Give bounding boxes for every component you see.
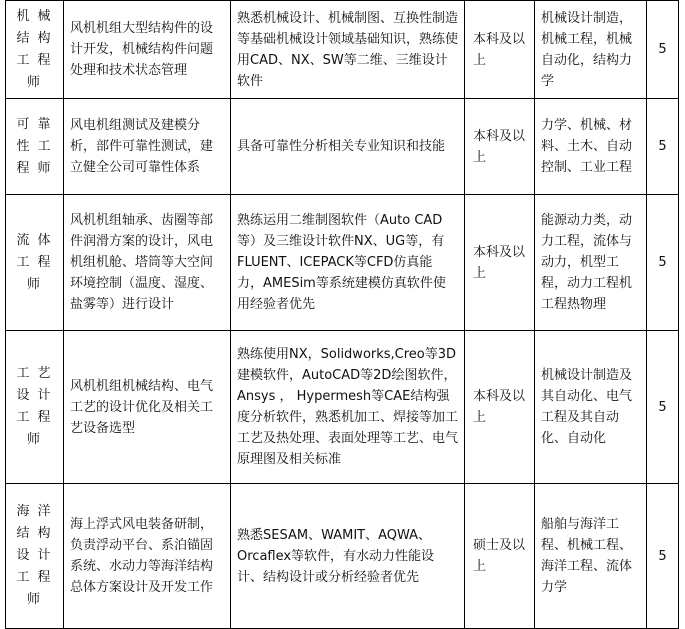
position-cell: 海洋结构设计工程师	[6, 484, 64, 629]
duties-cell: 风机机组大型结构件的设计开发，机械结构件问题处理和技术状态管理	[64, 1, 231, 99]
position-cell: 机械结构工程师	[6, 1, 64, 99]
table-row	[6, 1, 679, 99]
major-cell: 机械设计制造及其自动化、电气工程及其自动化、自动化	[535, 331, 647, 484]
count-cell: 5	[647, 195, 679, 331]
table-row	[6, 99, 679, 195]
major-cell: 机械设计制造，机械工程，机械自动化，结构力学	[535, 1, 647, 99]
requirements-cell: 熟练使用NX，Solidworks,Creo等3D建模软件，AutoCAD等2D绘图软件，Ansys ， Hypermesh等CAE结构强度分析软件，熟悉机加工、焊接等加工工艺及热处理、表面处理等工艺、电气原理图及相关标准	[231, 331, 465, 484]
position-cell: 工艺设计工程师	[6, 331, 64, 484]
requirements-cell: 熟悉SESAM、WAMIT、AQWA、Orcaflex等软件，有水动力性能设计、结构设计或分析经验者优先	[231, 484, 465, 629]
duties-cell: 海上浮式风电装备研制，负责浮动平台、系泊锚固系统、水动力等海洋结构总体方案设计及开发工作	[64, 484, 231, 629]
major-cell: 船舶与海洋工程、机械工程、海洋工程、流体力学	[535, 484, 647, 629]
education-cell: 本科及以上	[465, 99, 535, 195]
education-cell: 硕士及以上	[465, 484, 535, 629]
table-row	[6, 195, 679, 331]
job-table	[5, 0, 679, 629]
education-cell: 本科及以上	[465, 1, 535, 99]
count-cell: 5	[647, 99, 679, 195]
count-cell: 5	[647, 484, 679, 629]
count-cell: 5	[647, 331, 679, 484]
requirements-cell: 熟悉机械设计、机械制图、互换性制造等基础机械设计领域基础知识，熟练使用CAD、NX、SW等二维、三维设计软件	[231, 1, 465, 99]
position-cell: 流体工程师	[6, 195, 64, 331]
requirements-cell: 具备可靠性分析相关专业知识和技能	[231, 99, 465, 195]
table-row	[6, 484, 679, 629]
education-cell: 本科及以上	[465, 195, 535, 331]
table-row	[6, 331, 679, 484]
education-cell: 本科及以上	[465, 331, 535, 484]
major-cell: 力学、机械、材料、土木、自动控制、工业工程	[535, 99, 647, 195]
duties-cell: 风电机组测试及建模分析，部件可靠性测试，建立健全公司可靠性体系	[64, 99, 231, 195]
duties-cell: 风机机组轴承、齿圈等部件润滑方案的设计，风电机组机舱、塔筒等大空间环境控制（温度、湿度、盐雾等）进行设计	[64, 195, 231, 331]
duties-cell: 风机机组机械结构、电气工艺的设计优化及相关工艺设备选型	[64, 331, 231, 484]
position-cell: 可靠性工程师	[6, 99, 64, 195]
major-cell: 能源动力类，动力工程，流体与动力，机型工程，动力工程机工程热物理	[535, 195, 647, 331]
count-cell: 5	[647, 1, 679, 99]
requirements-cell: 熟练运用二维制图软件（Auto CAD等）及三维设计软件NX、UG等，有FLUENT、ICEPACK等CFD仿真能力，AMESim等系统建模仿真软件使用经验者优先	[231, 195, 465, 331]
